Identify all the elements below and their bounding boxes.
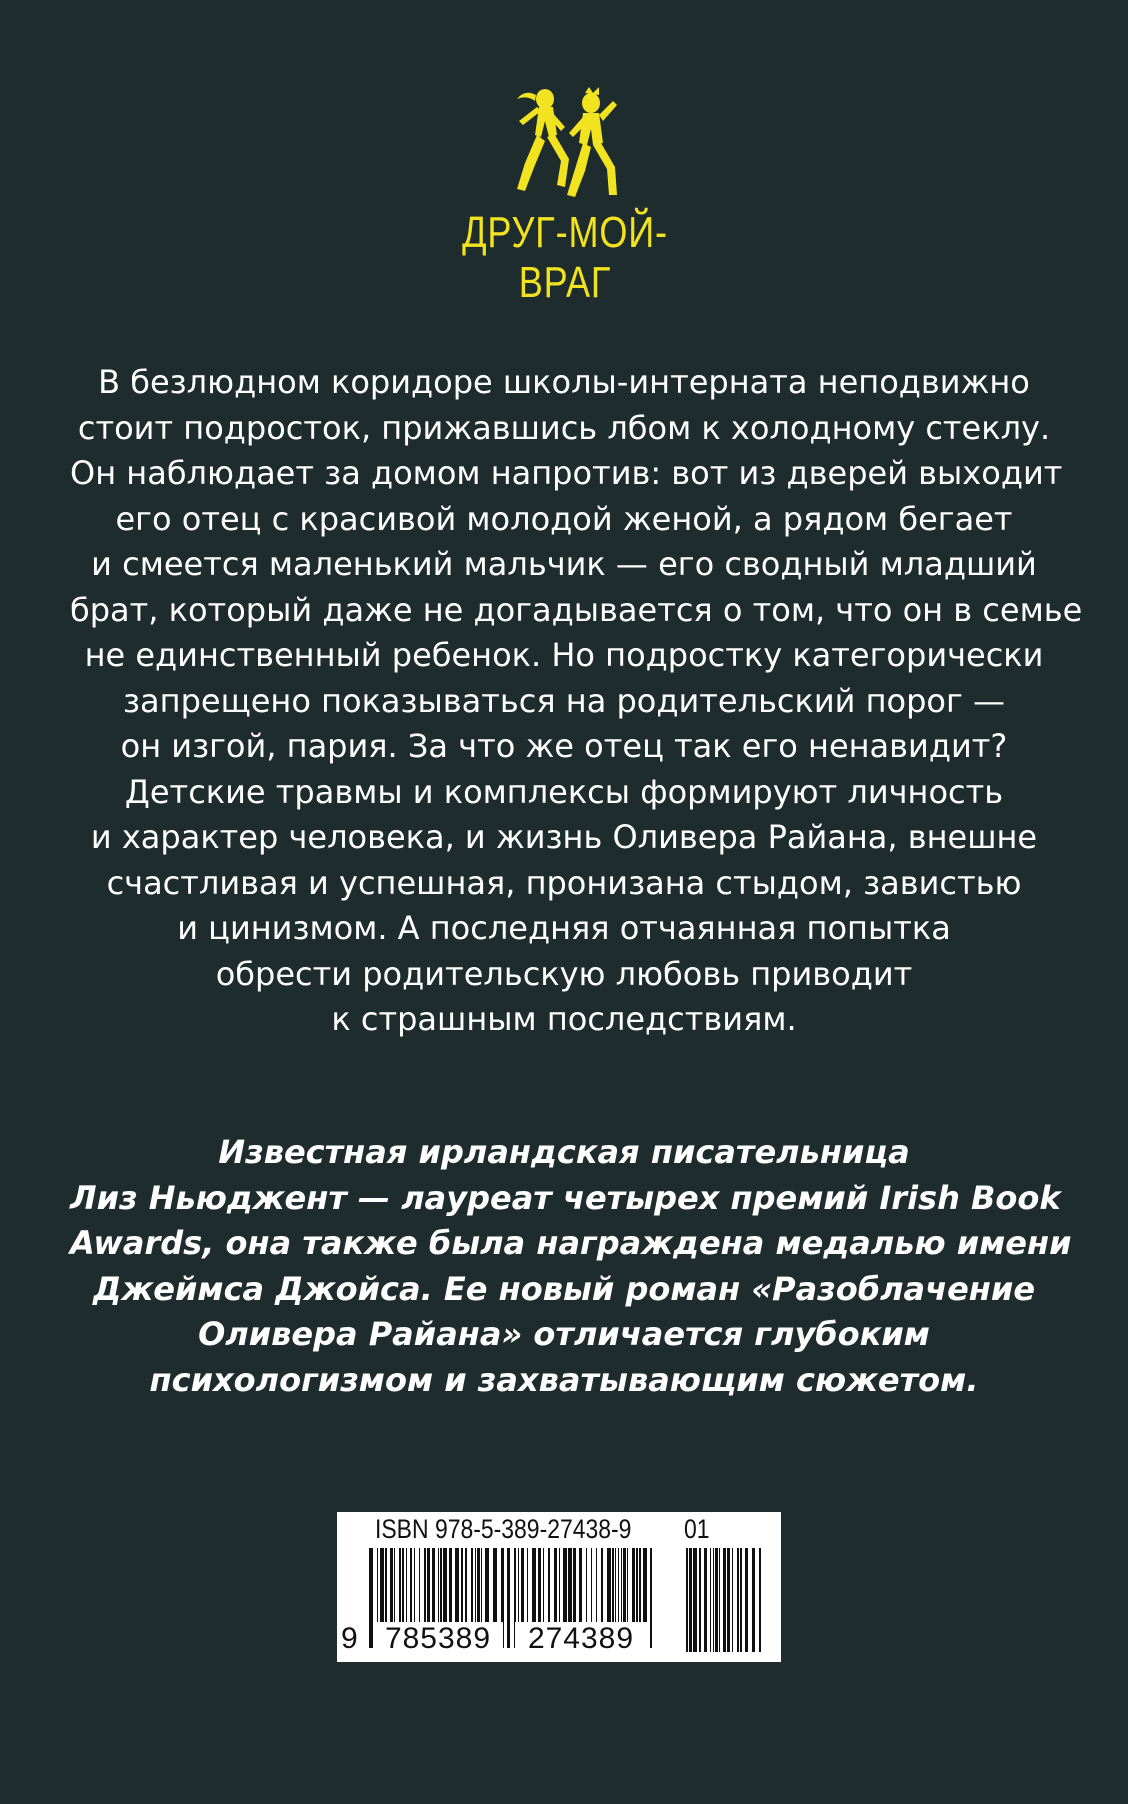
barcode-bar xyxy=(737,1548,739,1652)
barcode-bar xyxy=(759,1548,761,1652)
author-note-line: Оливера Райана» отличается глубоким xyxy=(198,1315,930,1353)
barcode-bar xyxy=(713,1548,714,1652)
blurb-line: стоит подросток, прижавшись лбом к холодному стеклу. xyxy=(77,408,1051,447)
isbn-barcode xyxy=(337,1512,781,1662)
ean-right-group: 274389 xyxy=(515,1622,647,1656)
barcode-bar xyxy=(699,1548,701,1652)
ean-left-group: 785389 xyxy=(373,1622,503,1656)
barcode-bar xyxy=(732,1548,733,1652)
barcode-bar xyxy=(745,1548,748,1652)
author-note xyxy=(70,1130,1072,1403)
ean-first-digit: 9 xyxy=(341,1622,358,1655)
author-note-line: Awards, она также была награждена медалью имени xyxy=(70,1224,1072,1262)
blurb-line: и смеется маленький мальчик — его сводный младший xyxy=(91,545,1037,583)
barcode-bar xyxy=(689,1548,692,1652)
blurb-line: он изгой, пария. За что же отец так его ненавидит? xyxy=(120,727,1008,765)
barcode-bar xyxy=(752,1548,755,1652)
blurb-line: В безлюдном коридоре школы-интерната неподвижно xyxy=(98,363,1030,401)
blurb-line: брат, который даже не догадывается о том, что он в семье xyxy=(70,590,1083,629)
blurb-line: не единственный ребенок. Но подростку категорически xyxy=(84,636,1044,674)
series-logo xyxy=(400,80,730,307)
barcode-bar xyxy=(710,1548,711,1652)
barcode-bar xyxy=(727,1548,730,1652)
blurb-line: его отец с красивой молодой женой, а рядом бегает xyxy=(115,499,1013,538)
author-note-line: Джеймса Джойса. Ее новый роман «Разоблачение xyxy=(92,1269,1036,1308)
barcode-bar xyxy=(704,1548,707,1652)
running-figures-icon xyxy=(495,85,635,205)
isbn-label: ISBN 978-5-389-27438-9 xyxy=(375,1514,632,1544)
blurb-line: Детские травмы и комплексы формируют личность xyxy=(124,772,1004,811)
blurb-line: запрещено показываться на родительский порог — xyxy=(123,681,1005,720)
author-note-line: Известная ирландская писательница xyxy=(218,1133,910,1171)
blurb-line: к страшным последствиям. xyxy=(331,1000,797,1038)
barcode-bar xyxy=(686,1548,688,1652)
barcode-bar xyxy=(723,1548,726,1652)
author-note-line: Лиз Ньюджент — лауреат четырех премий Irish Book xyxy=(70,1178,1061,1217)
blurb-line: и характер человека, и жизнь Оливера Райана, внешне xyxy=(90,818,1038,856)
barcode-bar xyxy=(715,1548,718,1652)
blurb-line: Он наблюдает за домом напротив: вот из дверей выходит xyxy=(70,454,1063,492)
blurb-line: счастливая и успешная, пронизана стыдом, завистью xyxy=(106,863,1022,902)
author-note-line: психологизмом и захватывающим сюжетом. xyxy=(149,1360,979,1399)
barcode-bar xyxy=(719,1548,720,1652)
book-blurb xyxy=(70,360,1083,1043)
barcode-addon-bars xyxy=(684,1548,768,1652)
barcode-bar xyxy=(740,1548,742,1652)
series-title: ДРУГ-МОЙ-ВРАГ xyxy=(462,208,668,307)
barcode-bar xyxy=(507,1548,510,1648)
barcode-addon-number: 01 xyxy=(684,1514,710,1544)
blurb-line: и цинизмом. А последняя отчаянная попытка xyxy=(177,909,951,947)
blurb-line: обрести родительскую любовь приводит xyxy=(215,954,913,993)
barcode-bar xyxy=(650,1548,652,1648)
barcode-bar xyxy=(693,1548,697,1652)
